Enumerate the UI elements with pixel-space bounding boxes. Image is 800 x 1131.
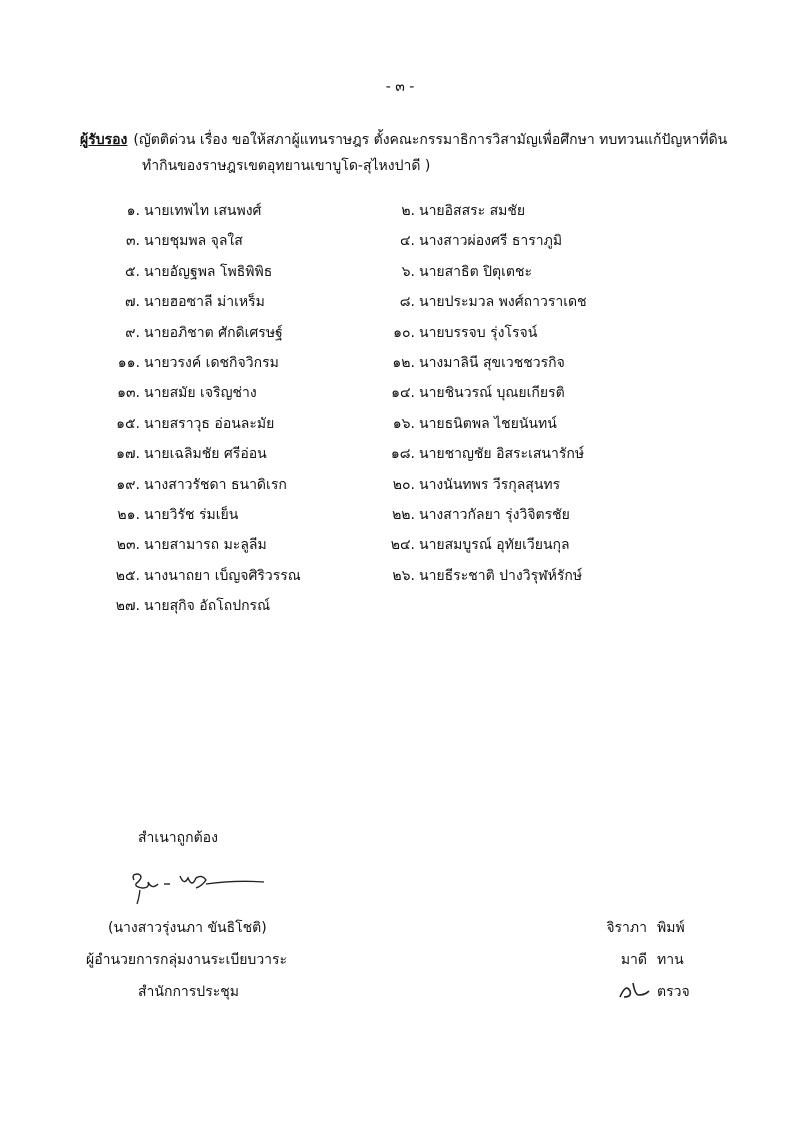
member-number: ๑๗. xyxy=(116,446,140,463)
member-entry xyxy=(100,504,238,526)
member-number: ๘. xyxy=(399,294,415,311)
member-entry xyxy=(375,230,562,252)
signer-name: (นางสาวรุ่งนภา ขันธิโชติ) xyxy=(108,920,267,936)
member-number: ๑๐. xyxy=(393,324,415,341)
member-entry xyxy=(375,382,565,404)
member-name: นายสาธิต ปิตุเตชะ xyxy=(419,263,533,280)
member-number: ๑๔. xyxy=(391,385,415,402)
member-name: นายวิรัช ร่มเย็น xyxy=(144,507,239,523)
member-name: นางสาวกัลยา รุ่งวิจิตรชัย xyxy=(419,507,570,523)
member-entry xyxy=(375,322,537,344)
member-number: ๑๕. xyxy=(116,415,140,432)
member-number: ๑๓. xyxy=(117,385,140,402)
handwritten-signature xyxy=(128,868,268,912)
staff-note-role: ตรวจ xyxy=(657,984,690,1000)
heading-label: ผู้รับรอง xyxy=(80,132,128,148)
member-entry xyxy=(100,595,270,617)
member-name: นายสามารถ มะลูลีม xyxy=(144,537,267,554)
member-entry xyxy=(100,413,274,435)
member-name: นางนันทพร วีรกุลสุนทร xyxy=(419,476,561,493)
member-entry xyxy=(100,382,257,404)
member-name: นายชินวรณ์ บุณยเกียรติ xyxy=(419,385,565,402)
member-name: นายอภิชาต ศักดิเศรษฐ์ xyxy=(144,324,283,341)
member-number: ๑๙. xyxy=(116,476,140,493)
member-entry xyxy=(375,261,532,283)
member-number: ๒๗. xyxy=(115,598,140,615)
member-name: นายฮอซาลี ม่าเหร็ม xyxy=(144,294,265,311)
member-entry xyxy=(100,200,261,222)
member-name: นายเทพไท เสนพงศ์ xyxy=(144,203,262,219)
member-entry xyxy=(100,352,279,374)
member-number: ๓. xyxy=(125,233,140,250)
member-entry xyxy=(375,474,560,496)
member-name: นางนาถยา เบ็ญจศิริวรรณ xyxy=(144,567,301,584)
member-number: ๒๓. xyxy=(116,537,140,554)
staff-note-reviewed xyxy=(603,949,684,971)
handwritten-initials xyxy=(617,979,651,1005)
member-name: นายสราวุธ อ่อนละมัย xyxy=(144,415,275,432)
member-number: ๒๐. xyxy=(392,476,415,493)
member-entry xyxy=(375,200,525,222)
member-entry xyxy=(100,291,265,313)
member-number: ๒๔. xyxy=(390,537,415,554)
member-entry xyxy=(100,443,267,465)
member-name: นายสมัย เจริญช่าง xyxy=(144,385,257,402)
member-number: ๖. xyxy=(401,263,415,280)
member-entry xyxy=(375,565,582,587)
member-name: นางสาวรัชดา ธนาดิเรก xyxy=(144,476,287,493)
member-number: ๕. xyxy=(124,263,140,280)
signer-office: สำนักการประชุม xyxy=(138,984,239,1000)
heading-line-1: (ญัตติด่วน เรื่อง ขอให้สภาผู้แทนราษฎร ตั้งคณะกรรมาธิการวิสามัญเพื่อศึกษา ทบทวนแก้ปัญหาที่ดิน xyxy=(133,132,728,148)
member-name: นายอัญฐพล โพธิพิพิธ xyxy=(144,263,273,280)
page-number: - ๓ - xyxy=(385,79,415,95)
member-number: ๒๖. xyxy=(392,567,415,584)
member-name: นายสมบูรณ์ อุทัยเวียนกุล xyxy=(419,537,570,554)
member-entry xyxy=(375,413,557,435)
member-entry xyxy=(100,474,287,496)
member-number: ๔. xyxy=(399,233,415,250)
member-name: นายบรรจบ รุ่งโรจน์ xyxy=(419,324,538,341)
member-name: นายชุมพล จุลใส xyxy=(144,233,243,250)
member-number: ๑๑. xyxy=(117,355,140,371)
member-number: ๑๒. xyxy=(392,355,415,371)
staff-note-role: ทาน xyxy=(657,952,684,968)
member-entry xyxy=(375,352,565,374)
member-entry xyxy=(100,322,283,344)
member-name: นายเฉลิมชัย ศรีอ่อน xyxy=(144,446,267,463)
member-name: นายอิสสระ สมชัย xyxy=(419,203,526,219)
member-number: ๑๘. xyxy=(390,446,415,463)
signer-title: ผู้อำนวยการกลุ่มงานระเบียบวาระ xyxy=(86,952,288,968)
member-number: ๒๑. xyxy=(117,507,140,523)
heading xyxy=(80,127,740,179)
certified-copy-label: สำเนาถูกต้อง xyxy=(138,830,218,846)
member-entry xyxy=(100,534,267,556)
staff-note-role: พิมพ์ xyxy=(657,920,685,936)
member-entry xyxy=(375,291,587,313)
member-number: ๒๒. xyxy=(392,507,415,523)
member-number: ๑๖. xyxy=(392,415,415,432)
member-number: ๗. xyxy=(125,294,140,311)
staff-note-name: จิราภา xyxy=(606,920,647,936)
member-entry xyxy=(375,504,570,526)
member-name: นายธนิตพล ไชยนันทน์ xyxy=(419,415,557,432)
member-number: ๒. xyxy=(401,203,415,219)
member-name: นายวรงค์ เดชกิจวิกรม xyxy=(144,355,279,371)
member-name: นายธีระชาติ ปางวิรุฬห์รักษ์ xyxy=(419,567,583,584)
member-entry xyxy=(375,534,570,556)
staff-note-name: มาดี xyxy=(620,952,647,968)
member-name: นางสาวผ่องศรี ธาราภูมิ xyxy=(419,233,563,250)
staff-note-typed xyxy=(603,917,685,939)
member-name: นายประมวล พงศ์ถาวราเดช xyxy=(419,294,587,311)
member-entry xyxy=(100,230,243,252)
member-number: ๑. xyxy=(126,203,140,219)
member-number: ๙. xyxy=(125,324,140,341)
member-number: ๒๕. xyxy=(115,567,140,584)
member-name: นายสุกิจ อัถโถปกรณ์ xyxy=(144,598,271,615)
member-entry xyxy=(375,443,584,465)
member-entry xyxy=(100,565,301,587)
member-name: นางมาลินี สุขเวชชวรกิจ xyxy=(419,355,565,371)
member-name: นายชาญชัย อิสระเสนารักษ์ xyxy=(419,446,585,463)
member-entry xyxy=(100,261,272,283)
heading-line-2: ทำกินของราษฎรเขตอุทยานเขาบูโด-สุไหงปาดี ) xyxy=(142,158,431,174)
